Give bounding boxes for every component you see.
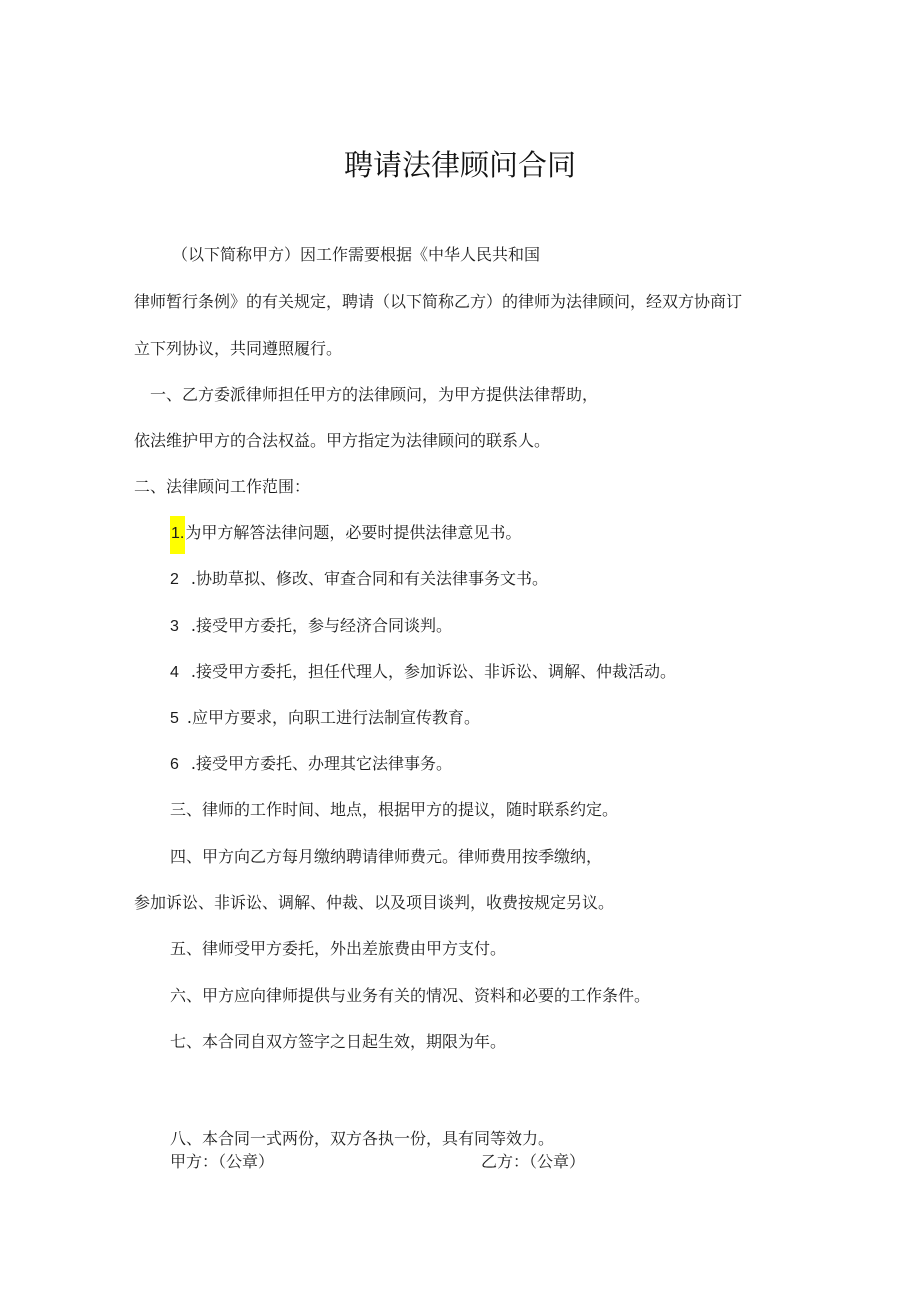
scope-item-3: [170, 616, 452, 637]
scope-item-text: .接受甲方委托，担任代理人，参加诉讼、非诉讼、调解、仲裁活动。: [190, 662, 676, 681]
scope-item-2: [170, 569, 548, 590]
clause-7: 七、本合同自双方签字之日起生效，期限为年。: [170, 1032, 507, 1051]
scope-item-number-highlighted: 1.: [170, 516, 185, 554]
clause-6: 六、甲方应向律师提供与业务有关的情况、资料和必要的工作条件。: [170, 986, 651, 1005]
clause-2-heading: 二、法律顾问工作范围：: [134, 477, 311, 496]
scope-item-4: [170, 662, 676, 683]
scope-item-text: .协助草拟、修改、审查合同和有关法律事务文书。: [190, 569, 548, 588]
scope-item-text: 为甲方解答法律问题，必要时提供法律意见书。: [185, 523, 522, 542]
clause-8: 八、本合同一式两份，双方各执一份，具有同等效力。: [170, 1129, 555, 1148]
scope-item-6: [170, 754, 452, 775]
scope-item-number: 5: [170, 710, 179, 727]
scope-item-number: 2: [170, 571, 179, 588]
clause-3: 三、律师的工作时间、地点，根据甲方的提议，随时联系约定。: [170, 800, 619, 819]
scope-item-5: [170, 708, 480, 729]
scope-item-1: [170, 523, 521, 544]
scope-item-number: 4: [170, 664, 179, 681]
scope-item-text: .应甲方要求，向职工进行法制宣传教育。: [186, 708, 480, 727]
clause-1-line-2: 依法维护甲方的合法权益。甲方指定为法律顾问的联系人。: [134, 431, 551, 450]
clause-1-line-1: 一、乙方委派律师担任甲方的法律顾问，为甲方提供法律帮助，: [150, 385, 599, 404]
clause-4-line-1: 四、甲方向乙方每月缴纳聘请律师费元。律师费用按季缴纳，: [170, 847, 603, 866]
clause-4-line-2: 参加诉讼、非诉讼、调解、仲裁、以及项目谈判，收费按规定另议。: [134, 893, 615, 912]
party-a-signature: 甲方：（公章）: [170, 1152, 275, 1171]
scope-item-number: 6: [170, 756, 179, 773]
intro-line-2: 律师暂行条例》的有关规定，聘请（以下简称乙方）的律师为法律顾问，经双方协商订: [134, 292, 743, 311]
clause-5: 五、律师受甲方委托，外出差旅费由甲方支付。: [170, 939, 507, 958]
scope-item-text: .接受甲方委托，参与经济合同谈判。: [190, 616, 452, 635]
intro-line-1: （以下简称甲方）因工作需要根据《中华人民共和国: [172, 245, 541, 264]
document-title: 聘请法律顾问合同: [343, 148, 576, 182]
scope-item-text: .接受甲方委托、办理其它法律事务。: [190, 754, 452, 773]
intro-line-3: 立下列协议，共同遵照履行。: [134, 339, 343, 358]
scope-item-number: 3: [170, 618, 179, 635]
party-b-signature: 乙方：（公章）: [481, 1152, 586, 1171]
